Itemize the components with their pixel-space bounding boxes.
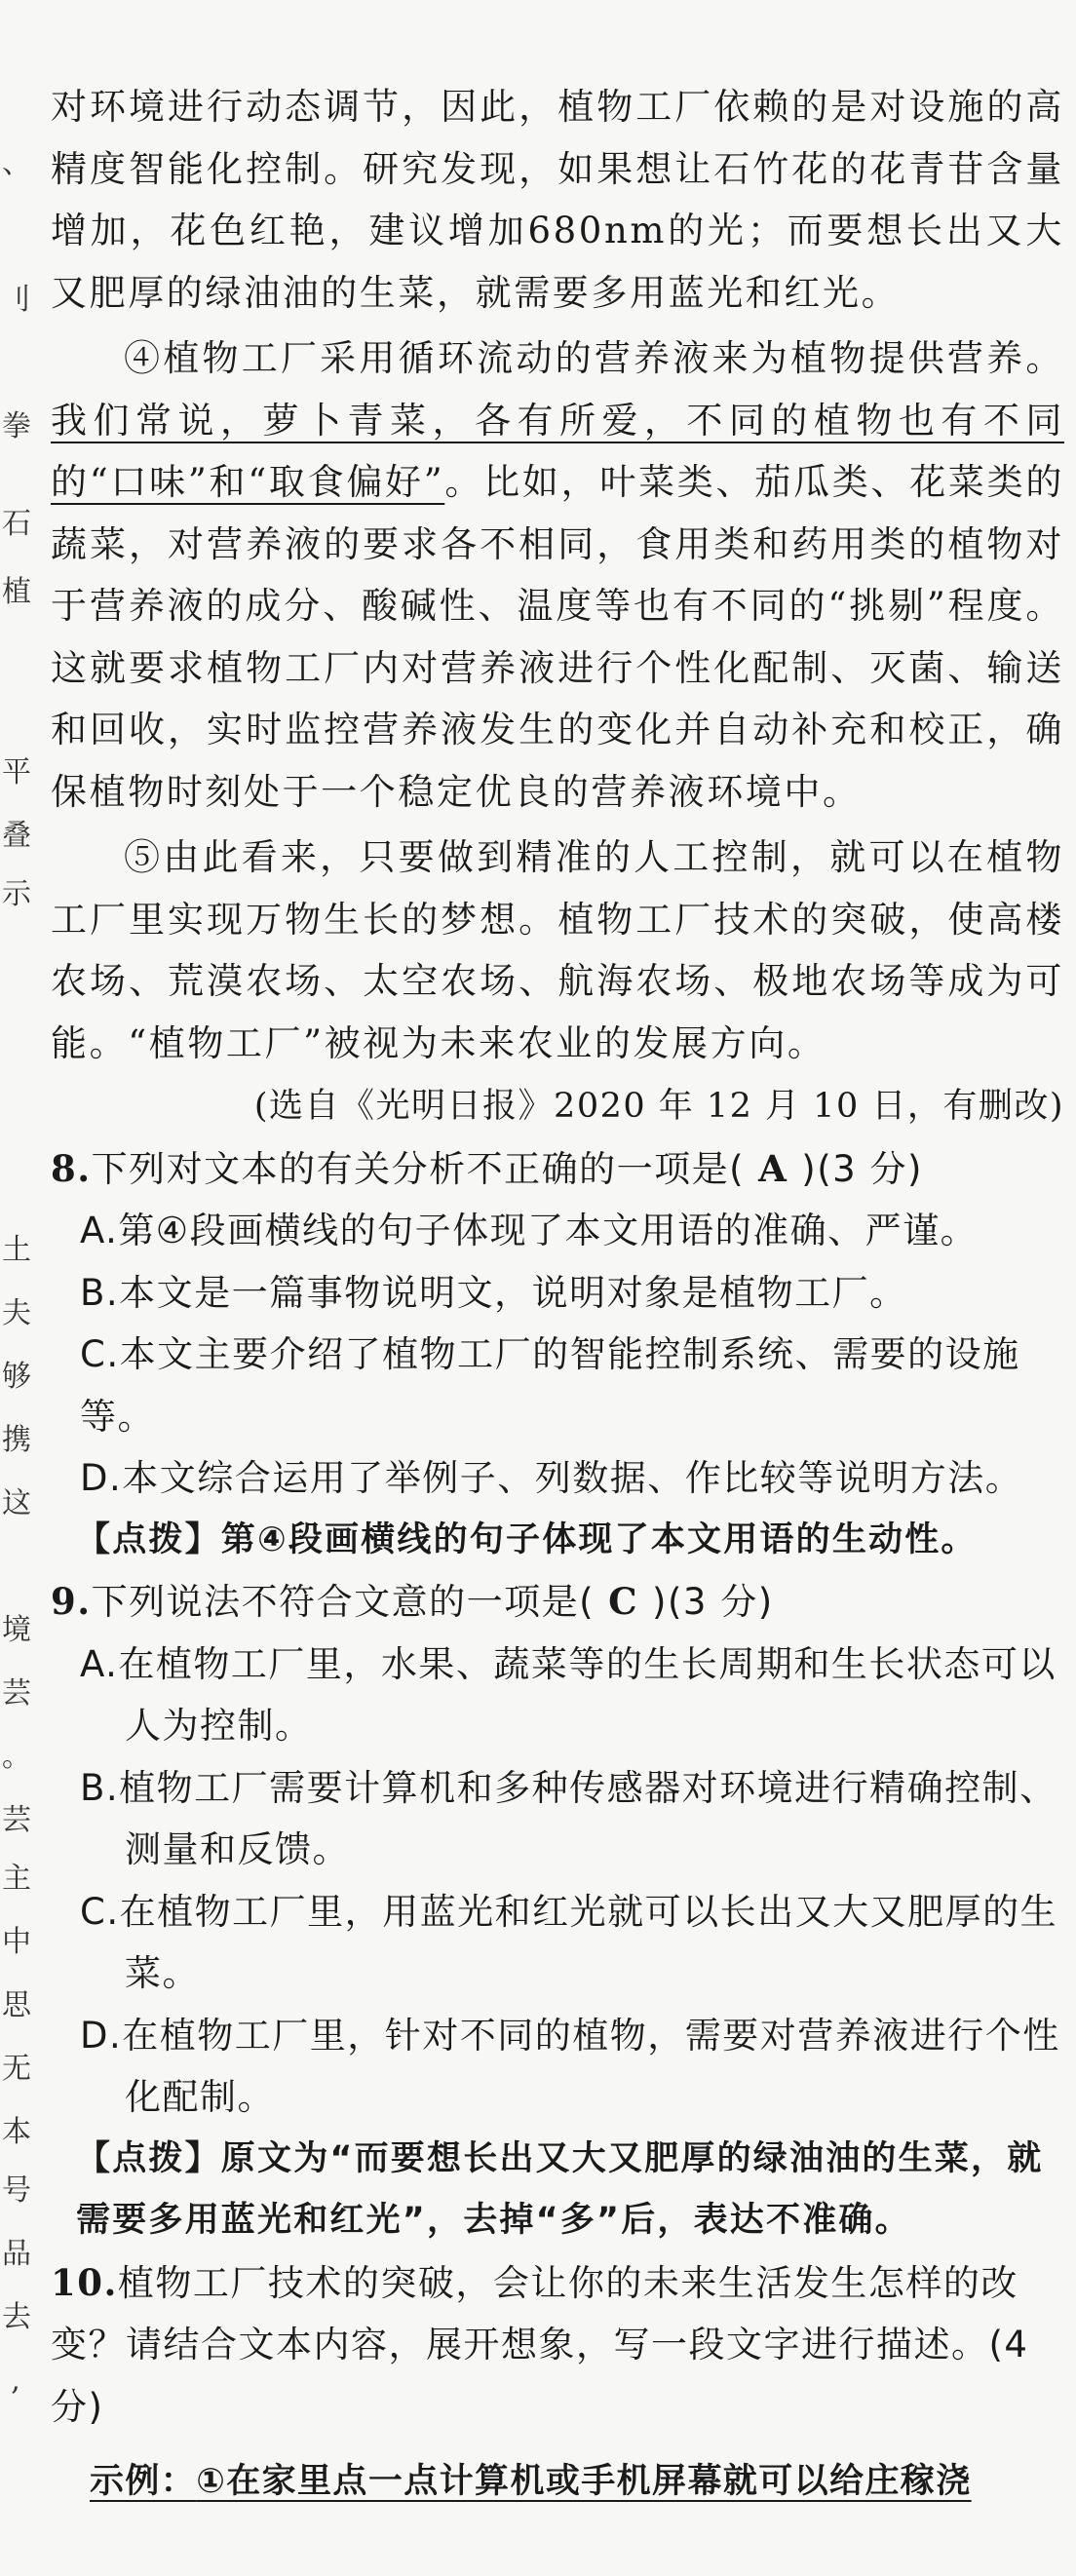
margin-char: 本 — [2, 2115, 31, 2149]
question-8-option-a: A.第④段画横线的句子体现了本文用语的准确、严谨。 — [80, 1210, 979, 1251]
question-10-stem — [51, 2252, 1064, 2439]
margin-char: 、 — [2, 146, 31, 180]
margin-char: , — [11, 2364, 20, 2398]
margin-char: 植 — [2, 575, 31, 609]
question-9-answer: C — [608, 1580, 639, 1623]
margin-char: 平 — [2, 755, 31, 789]
question-8-answer: A — [758, 1146, 788, 1190]
margin-char: 思 — [2, 1988, 31, 2022]
paragraph-3-continued: 对环境进行动态调节，因此，植物工厂依赖的是对设施的高精度智能化控制。研究发现，如果想让石竹花的花青苷含量增加，花色红艳，建议增加680nm的光；而要想长出又大又肥厚的绿油油的生菜，就需要多用蓝光和红光。 — [51, 86, 1064, 314]
margin-char: 够 — [2, 1360, 31, 1394]
margin-char: 示 — [2, 877, 31, 911]
margin-char: 土 — [2, 1233, 31, 1267]
paragraph-4 — [51, 327, 1064, 823]
margin-char: 叠 — [2, 819, 31, 853]
question-9-stem-text: 下列说法不符合文意的一项是( — [91, 1581, 596, 1623]
margin-char: 夫 — [2, 1296, 31, 1330]
margin-char: 号 — [2, 2173, 31, 2208]
question-10-example — [51, 2451, 1064, 2514]
question-10-stem-text: 植物工厂技术的突破，会让你的未来生活发生怎样的改变？请结合文本内容，展开想象，写一段文字进行描述。(4 分) — [51, 2261, 1029, 2428]
margin-char: 芸 — [2, 1676, 31, 1711]
question-8-stem-text: 下列对文本的有关分析不正确的一项是( — [91, 1147, 746, 1190]
question-8-option-c: C.本文主要介绍了植物工厂的智能控制系统、需要的设施等。 — [80, 1333, 1020, 1438]
question-9-tip: 【点拨】原文为“而要想长出又大又肥厚的绿油油的生菜，就需要多用蓝光和红光”，去掉“多”后，表达不准确。 — [76, 2138, 1044, 2240]
question-9-option-c: C.在植物工厂里，用蓝光和红光就可以长出又大又肥厚的生菜。 — [80, 1890, 1058, 1994]
paragraph-5: ⑤由此看来，只要做到精准的人工控制，就可以在植物工厂里实现万物生长的梦想。植物工厂技术的突破，使高楼农场、荒漠农场、太空农场、航海农场、极地农场等成为可能。“植物工厂”被视为未来农业的发展方向。 — [51, 836, 1064, 1064]
margin-char: 石 — [2, 507, 31, 541]
question-10-number: 10. — [51, 2260, 118, 2304]
example-text: ①在家里点一点计算机或手机屏幕就可以给庄稼浇 — [196, 2462, 972, 2501]
question-9-number: 9. — [51, 1580, 92, 1623]
question-8-tip: 【点拨】第④段画横线的句子体现了本文用语的生动性。 — [76, 1519, 978, 1559]
underlined-sentence: 我们常说，萝卜青菜，各有所爱，不同的植物也有不同的“口味”和“取食偏好” — [51, 399, 1064, 503]
question-8-number: 8. — [51, 1146, 92, 1190]
question-9-option-a: A.在植物工厂里，水果、蔬菜等的生长周期和生长状态可以人为控制。 — [80, 1642, 1057, 1747]
paragraph-4-rest: 。比如，叶菜类、茄瓜类、花菜类的蔬菜，对营养液的要求各不相同，食用类和药用类的植物对于营养液的成分、酸碱性、温度等也有不同的“挑剔”程度。这就要求植物工厂内对营养液进行个性化配制、灭菌、输送和回收，实时监控营养液发生的变化并自动补充和校正，确保植物时刻处于一个稳定优良的营养液环境中。 — [51, 461, 1064, 813]
document-body — [51, 76, 1064, 2514]
margin-char: 中 — [2, 1925, 31, 1959]
margin-char: 拳 — [2, 409, 31, 443]
question-9-points: )(3 分) — [652, 1581, 774, 1623]
margin-char: 主 — [2, 1862, 31, 1896]
question-9-stem — [51, 1571, 1064, 1634]
margin-char: 境 — [2, 1613, 31, 1647]
margin-char: 去 — [2, 2300, 31, 2334]
question-8-points: )(3 分) — [801, 1147, 923, 1190]
source-citation: (选自《光明日报》2020 年 12 月 10 日，有删改) — [253, 1087, 1064, 1126]
question-8-option-b: B.本文是一篇事物说明文，说明对象是植物工厂。 — [80, 1271, 907, 1314]
question-8-option-d: D.本文综合运用了举例子、列数据、作比较等说明方法。 — [80, 1457, 1023, 1499]
margin-char: 品 — [2, 2237, 31, 2271]
question-8-stem — [51, 1138, 1064, 1201]
example-label: 示例： — [90, 2462, 197, 2501]
question-9-option-b: B.植物工厂需要计算机和多种传感器对环境进行精确控制、测量和反馈。 — [80, 1766, 1057, 1870]
margin-char: 携 — [2, 1423, 31, 1457]
margin-char: 。 — [2, 1740, 31, 1774]
margin-char: 芸 — [2, 1803, 31, 1837]
margin-char: 刂 — [2, 283, 31, 317]
margin-char: 这 — [2, 1486, 31, 1520]
paragraph-4-start: ④植物工厂采用循环流动的营养液来为植物提供营养。 — [124, 337, 1064, 379]
question-9-option-d: D.在植物工厂里，针对不同的植物，需要对营养液进行个性化配制。 — [80, 2014, 1060, 2118]
left-margin-fragment — [0, 0, 31, 2576]
margin-char: 无 — [2, 2052, 31, 2086]
